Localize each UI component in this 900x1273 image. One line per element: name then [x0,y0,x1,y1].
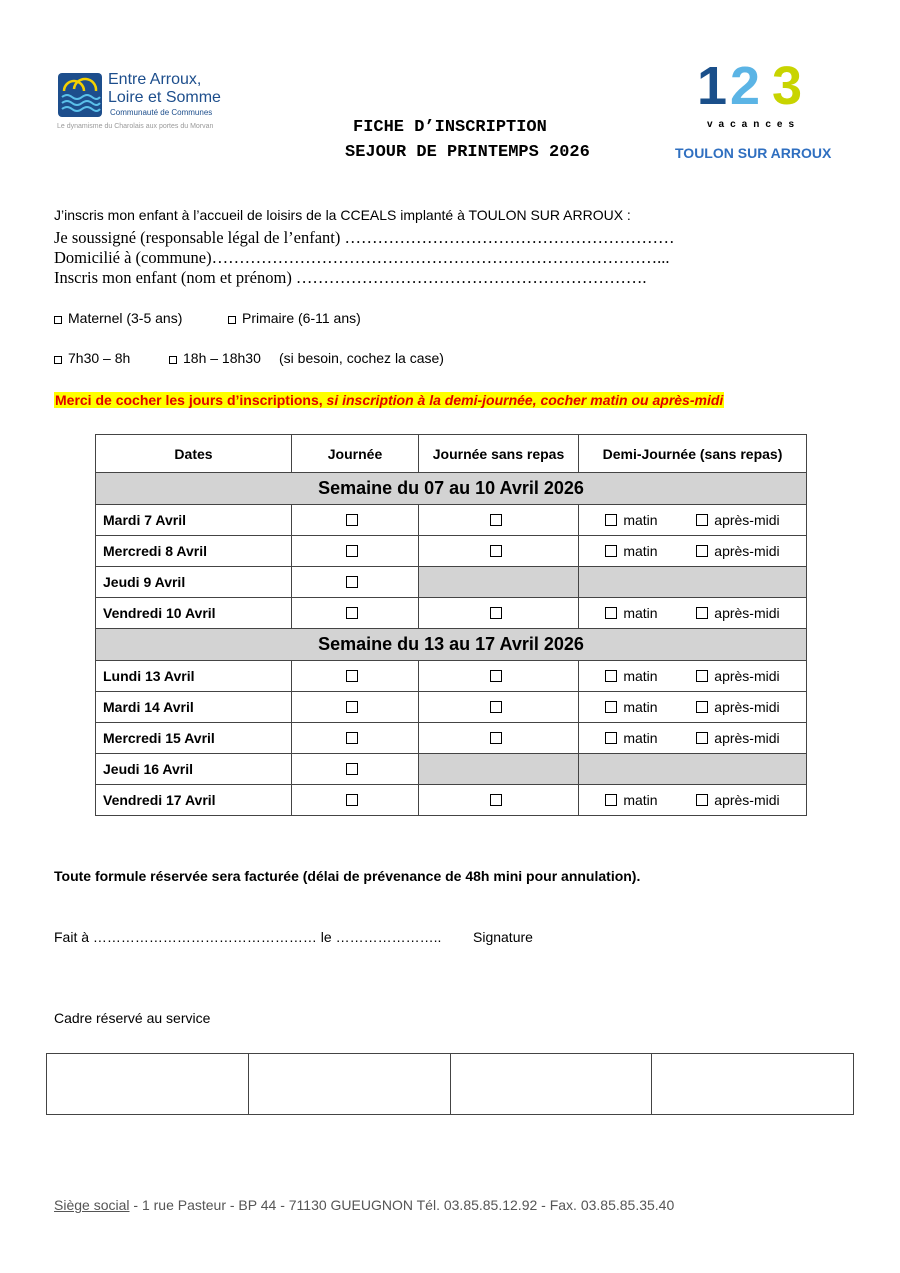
enfant-field[interactable]: Inscris mon enfant (nom et prénom) ………………………………………………………. [54,268,647,287]
journee-checkbox[interactable] [346,670,358,682]
apres-midi-label: après-midi [714,699,780,715]
footer [54,1197,674,1213]
form-subtitle: SEJOUR DE PRINTEMPS 2026 [345,143,590,162]
day-row [96,692,807,723]
unavailable-cell [579,567,807,598]
sans-repas-checkbox[interactable] [490,514,502,526]
org-logo-subtitle: Communauté de Communes [110,108,213,117]
day-row [96,505,807,536]
intro-text: J’inscris mon enfant à l’accueil de loisirs de la CCEALS implanté à TOULON SUR ARROUX : [54,207,631,223]
footer-siege-link[interactable]: Siège social [54,1197,130,1213]
journee-cell [292,536,419,567]
matin-label: matin [623,792,658,808]
option-morning[interactable] [54,350,130,366]
journee-cell [292,785,419,816]
day-date: Jeudi 16 Avril [96,754,292,785]
journee-checkbox[interactable] [346,514,358,526]
matin-checkbox[interactable] [605,670,617,682]
day-row [96,661,807,692]
option-label: Maternel (3-5 ans) [68,310,183,326]
journee-checkbox[interactable] [346,701,358,713]
checkbox-icon[interactable] [54,316,62,324]
week-label: Semaine du 07 au 10 Avril 2026 [96,473,807,505]
sans-repas-cell [419,692,579,723]
matin-label: matin [623,668,658,684]
matin-label: matin [623,730,658,746]
service-label: Cadre réservé au service [54,1010,211,1026]
location-label: TOULON SUR ARROUX [675,145,832,161]
unavailable-cell [579,754,807,785]
journee-checkbox[interactable] [346,763,358,775]
journee-cell [292,567,419,598]
apres-midi-option[interactable] [696,792,779,808]
day-row [96,754,807,785]
apres-midi-checkbox[interactable] [696,701,708,713]
matin-label: matin [623,699,658,715]
apres-midi-label: après-midi [714,792,780,808]
demi-journee-cell [579,723,807,754]
apres-midi-checkbox[interactable] [696,670,708,682]
sans-repas-checkbox[interactable] [490,607,502,619]
service-cell[interactable] [248,1054,450,1115]
schedule-table [95,434,807,816]
matin-checkbox[interactable] [605,732,617,744]
day-date: Mardi 7 Avril [96,505,292,536]
sans-repas-cell [419,505,579,536]
unavailable-cell [419,754,579,785]
matin-label: matin [623,543,658,559]
matin-option[interactable] [605,605,657,621]
matin-option[interactable] [605,512,657,528]
day-date: Mercredi 15 Avril [96,723,292,754]
apres-midi-checkbox[interactable] [696,732,708,744]
apres-midi-option[interactable] [696,605,779,621]
service-cell[interactable] [450,1054,652,1115]
apres-midi-label: après-midi [714,512,780,528]
apres-midi-checkbox[interactable] [696,794,708,806]
week-row [96,473,807,505]
matin-option[interactable] [605,699,657,715]
apres-midi-label: après-midi [714,730,780,746]
sans-repas-cell [419,536,579,567]
notice-banner [54,392,724,408]
journee-cell [292,598,419,629]
header-sans-repas: Journée sans repas [419,435,579,473]
apres-midi-option[interactable] [696,730,779,746]
apres-midi-option[interactable] [696,668,779,684]
apres-midi-option[interactable] [696,543,779,559]
form-title: FICHE D’INSCRIPTION [353,118,547,137]
unavailable-cell [419,567,579,598]
day-row [96,598,807,629]
demi-journee-cell [579,505,807,536]
checkbox-icon[interactable] [228,316,236,324]
checkbox-icon[interactable] [54,356,62,364]
journee-cell [292,661,419,692]
option-label: 7h30 – 8h [68,350,131,366]
journee-checkbox[interactable] [346,732,358,744]
option-label: Primaire (6-11 ans) [242,310,361,326]
week-label: Semaine du 13 au 17 Avril 2026 [96,629,807,661]
demi-journee-cell [579,692,807,723]
journee-cell [292,505,419,536]
apres-midi-checkbox[interactable] [696,545,708,557]
option-primaire[interactable] [228,310,361,326]
day-row [96,723,807,754]
brand-digit-2: 2 [730,56,761,116]
demi-journee-cell [579,661,807,692]
brand-digit-1: 1 [697,56,728,116]
apres-midi-option[interactable] [696,512,779,528]
matin-option[interactable] [605,543,657,559]
journee-cell [292,723,419,754]
footer-address: - 1 rue Pasteur - BP 44 - 71130 GUEUGNON Tél. 03.85.85.12.92 - Fax. 03.85.85.35.40 [129,1197,675,1213]
brand-digit-3: 3 [772,56,803,116]
responsable-field[interactable]: Je soussigné (responsable légal de l’enfant) …………………………………………………… [54,228,675,247]
apres-midi-label: après-midi [714,668,780,684]
notice-text: Merci de cocher les jours d’inscriptions, [55,392,327,408]
signature-label: Signature [473,929,533,945]
sans-repas-cell [419,785,579,816]
apres-midi-label: après-midi [714,605,780,621]
notice-italic: si inscription à la demi-journée, cocher matin ou après-midi [326,392,724,408]
week-row [96,629,807,661]
day-date: Lundi 13 Avril [96,661,292,692]
service-table [46,1053,854,1115]
sans-repas-checkbox[interactable] [490,701,502,713]
matin-checkbox[interactable] [605,545,617,557]
commune-field[interactable]: Domicilié à (commune)………………………………………………………………………... [54,248,670,267]
checkbox-icon[interactable] [169,356,177,364]
org-logo-name: Entre Arroux, Loire et Somme [108,71,221,106]
option-label: 18h – 18h30 [183,350,261,366]
sans-repas-cell [419,723,579,754]
matin-checkbox[interactable] [605,607,617,619]
option-maternel[interactable] [54,310,182,326]
day-row [96,536,807,567]
sans-repas-checkbox[interactable] [490,794,502,806]
demi-journee-cell [579,785,807,816]
matin-label: matin [623,605,658,621]
matin-checkbox[interactable] [605,514,617,526]
apres-midi-option[interactable] [696,699,779,715]
demi-journee-cell [579,598,807,629]
matin-option[interactable] [605,730,657,746]
demi-journee-cell [579,536,807,567]
sans-repas-cell [419,661,579,692]
day-row [96,785,807,816]
brand-word: vacances [707,119,801,130]
day-date: Mercredi 8 Avril [96,536,292,567]
apres-midi-checkbox[interactable] [696,514,708,526]
apres-midi-checkbox[interactable] [696,607,708,619]
journee-checkbox[interactable] [346,794,358,806]
journee-checkbox[interactable] [346,576,358,588]
journee-checkbox[interactable] [346,607,358,619]
matin-label: matin [623,512,658,528]
day-date: Vendredi 17 Avril [96,785,292,816]
apres-midi-label: après-midi [714,543,780,559]
org-logo-tagline: Le dynamisme du Charolais aux portes du Morvan [57,123,214,130]
day-date: Mardi 14 Avril [96,692,292,723]
service-cell[interactable] [652,1054,854,1115]
option-evening[interactable] [169,350,261,366]
sans-repas-checkbox[interactable] [490,670,502,682]
sans-repas-checkbox[interactable] [490,545,502,557]
day-row [96,567,807,598]
journee-cell [292,692,419,723]
fait-a-field[interactable]: Fait à ………………………………………… le ………………….. [54,929,442,945]
service-cell[interactable] [47,1054,249,1115]
sans-repas-cell [419,598,579,629]
sans-repas-checkbox[interactable] [490,732,502,744]
matin-option[interactable] [605,668,657,684]
billing-note: Toute formule réservée sera facturée (délai de prévenance de 48h mini pour annulation). [54,868,641,884]
header-dates: Dates [96,435,292,473]
org-logo-icon [58,73,102,117]
matin-checkbox[interactable] [605,701,617,713]
option-note: (si besoin, cochez la case) [279,350,444,366]
header-demi-journee: Demi-Journée (sans repas) [579,435,807,473]
matin-checkbox[interactable] [605,794,617,806]
journee-cell [292,754,419,785]
day-date: Vendredi 10 Avril [96,598,292,629]
journee-checkbox[interactable] [346,545,358,557]
day-date: Jeudi 9 Avril [96,567,292,598]
header-journee: Journée [292,435,419,473]
matin-option[interactable] [605,792,657,808]
